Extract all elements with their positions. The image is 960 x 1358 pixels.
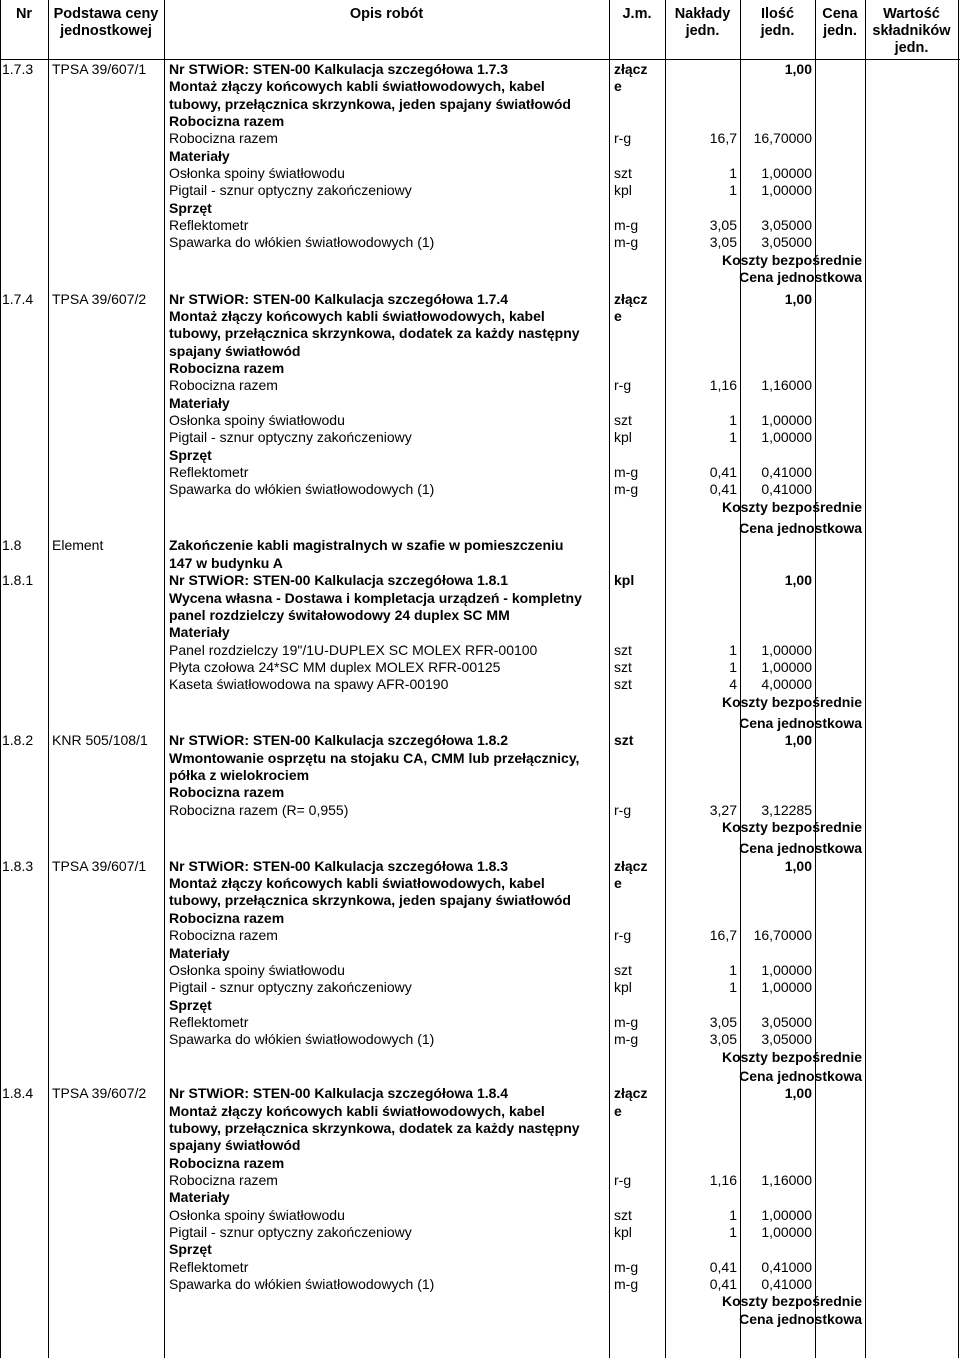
position-number: 1.7.3 bbox=[2, 61, 34, 77]
position-unit-continued: e bbox=[614, 308, 622, 324]
position-number: 1.7.4 bbox=[2, 291, 34, 307]
resource-norm: 1 bbox=[729, 659, 737, 675]
resource-section-heading: Sprzęt bbox=[169, 447, 212, 463]
resource-unit: szt bbox=[614, 1207, 632, 1223]
resource-section-heading: Robocizna razem bbox=[169, 113, 285, 129]
resource-name: Reflektometr bbox=[169, 464, 249, 480]
resource-quantity: 1,00000 bbox=[761, 429, 812, 445]
resource-norm: 0,41 bbox=[709, 1259, 737, 1275]
column-border bbox=[164, 0, 165, 1358]
resource-unit: m-g bbox=[614, 464, 639, 480]
resource-quantity: 0,41000 bbox=[761, 481, 812, 497]
resource-unit: r-g bbox=[614, 1172, 632, 1188]
header-ilosc-line1: Ilość bbox=[760, 6, 795, 22]
resource-name: Płyta czołowa 24*SC MM duplex MOLEX RFR-00125 bbox=[169, 659, 501, 675]
position-title: Nr STWiOR: STEN-00 Kalkulacja szczegółowa 1.8.4 bbox=[169, 1085, 509, 1101]
resource-norm: 1 bbox=[729, 1207, 737, 1223]
position-unit: szt bbox=[614, 732, 634, 748]
resource-quantity: 0,41000 bbox=[761, 1259, 812, 1275]
position-unit: kpl bbox=[614, 572, 635, 588]
header-naklady-line2: jedn. bbox=[685, 23, 720, 39]
resource-unit: szt bbox=[614, 676, 632, 692]
resource-unit: m-g bbox=[614, 481, 639, 497]
position-unit: złącz bbox=[614, 858, 648, 874]
resource-unit: szt bbox=[614, 659, 632, 675]
position-basis: Element bbox=[52, 537, 104, 553]
position-description: Montaż złączy końcowych kabli światłowodowych, kabel bbox=[169, 78, 545, 94]
unit-price-label: Cena jednostkowa bbox=[739, 520, 862, 536]
position-description: Montaż złączy końcowych kabli światłowodowych, kabel bbox=[169, 308, 545, 324]
position-description: Montaż złączy końcowych kabli światłowodowych, kabel bbox=[169, 875, 545, 891]
header-jm: J.m. bbox=[622, 6, 652, 22]
resource-unit: m-g bbox=[614, 1031, 639, 1047]
position-description: panel rozdzielczy świtałowodowy 24 duplex SC MM bbox=[169, 607, 510, 623]
resource-name: Spawarka do włókien światłowodowych (1) bbox=[169, 481, 435, 497]
resource-norm: 3,05 bbox=[709, 1031, 737, 1047]
resource-name: Robocizna razem bbox=[169, 1172, 278, 1188]
resource-section-heading: Materiały bbox=[169, 945, 230, 961]
resource-quantity: 1,00000 bbox=[761, 979, 812, 995]
unit-price-label: Cena jednostkowa bbox=[739, 840, 862, 856]
position-unit: złącz bbox=[614, 61, 648, 77]
resource-unit: kpl bbox=[614, 979, 632, 995]
resource-quantity: 1,16000 bbox=[761, 1172, 812, 1188]
header-cena-line2: jedn. bbox=[823, 23, 857, 39]
position-quantity: 1,00 bbox=[784, 732, 812, 748]
resource-unit: r-g bbox=[614, 802, 632, 818]
position-number: 1.8.2 bbox=[2, 732, 34, 748]
header-nr: Nr bbox=[15, 6, 33, 22]
resource-unit: kpl bbox=[614, 182, 632, 198]
resource-name: Osłonka spoiny światłowodu bbox=[169, 412, 345, 428]
resource-name: Reflektometr bbox=[169, 217, 249, 233]
position-basis: KNR 505/108/1 bbox=[52, 732, 148, 748]
position-description: Montaż złączy końcowych kabli światłowodowych, kabel bbox=[169, 1103, 545, 1119]
resource-name: Panel rozdzielczy 19"/1U-DUPLEX SC MOLEX RFR-00100 bbox=[169, 642, 538, 658]
position-basis: TPSA 39/607/2 bbox=[52, 1085, 147, 1101]
unit-price-label: Cena jednostkowa bbox=[739, 715, 862, 731]
position-quantity: 1,00 bbox=[784, 291, 812, 307]
resource-unit: r-g bbox=[614, 927, 632, 943]
resource-norm: 1 bbox=[729, 165, 737, 181]
header-wartosc-line3: jedn. bbox=[894, 40, 929, 56]
resource-norm: 3,05 bbox=[709, 1014, 737, 1030]
unit-price-label: Cena jednostkowa bbox=[739, 269, 862, 285]
resource-name: Pigtail - sznur optyczny zakończeniowy bbox=[169, 429, 412, 445]
position-unit-continued: e bbox=[614, 1103, 622, 1119]
direct-costs-label: Koszty bezpośrednie bbox=[721, 499, 862, 515]
header-cena-line1: Cena bbox=[822, 6, 858, 22]
position-number: 1.8.3 bbox=[2, 858, 34, 874]
position-quantity: 1,00 bbox=[784, 858, 812, 874]
resource-name: Robocizna razem bbox=[169, 377, 278, 393]
resource-unit: szt bbox=[614, 642, 632, 658]
resource-norm: 1 bbox=[729, 1224, 737, 1240]
resource-norm: 3,27 bbox=[709, 802, 737, 818]
resource-name: Robocizna razem bbox=[169, 130, 278, 146]
position-description: spajany światłowód bbox=[169, 1137, 301, 1153]
resource-section-heading: Materiały bbox=[169, 1189, 230, 1205]
header-rule bbox=[0, 59, 960, 60]
position-description: tubowy, przełącznica skrzynkowa, dodatek za każdy następny bbox=[169, 325, 580, 341]
position-description: tubowy, przełącznica skrzynkowa, jeden spajany światłowód bbox=[169, 892, 571, 908]
position-title: Nr STWiOR: STEN-00 Kalkulacja szczegółowa 1.8.1 bbox=[169, 572, 509, 588]
resource-section-heading: Materiały bbox=[169, 624, 230, 640]
header-wartosc-line2: składników bbox=[872, 23, 951, 39]
position-basis: TPSA 39/607/1 bbox=[52, 858, 147, 874]
resource-name: Reflektometr bbox=[169, 1014, 249, 1030]
header-podstawa-line1: Podstawa ceny bbox=[53, 6, 159, 22]
position-number: 1.8 bbox=[2, 537, 22, 553]
column-border bbox=[48, 0, 49, 1358]
resource-section-heading: Materiały bbox=[169, 395, 230, 411]
position-title: Nr STWiOR: STEN-00 Kalkulacja szczegółowa 1.7.4 bbox=[169, 291, 509, 307]
resource-quantity: 3,05000 bbox=[761, 1031, 812, 1047]
resource-name: Osłonka spoiny światłowodu bbox=[169, 1207, 345, 1223]
resource-section-heading: Robocizna razem bbox=[169, 784, 285, 800]
position-quantity: 1,00 bbox=[784, 61, 812, 77]
resource-quantity: 16,70000 bbox=[753, 927, 812, 943]
header-wartosc-line1: Wartość bbox=[883, 6, 940, 22]
resource-unit: szt bbox=[614, 165, 632, 181]
resource-norm: 1 bbox=[729, 412, 737, 428]
resource-norm: 1 bbox=[729, 962, 737, 978]
position-description: półka z wielokrociem bbox=[169, 767, 310, 783]
resource-norm: 0,41 bbox=[709, 1276, 737, 1292]
resource-norm: 16,7 bbox=[709, 130, 737, 146]
position-unit: złącz bbox=[614, 291, 648, 307]
resource-section-heading: Sprzęt bbox=[169, 997, 212, 1013]
position-description: Wycena własna - Dostawa i kompletacja urządzeń - kompletny bbox=[169, 590, 582, 606]
resource-quantity: 1,00000 bbox=[761, 642, 812, 658]
resource-section-heading: Materiały bbox=[169, 148, 230, 164]
resource-quantity: 1,00000 bbox=[761, 165, 812, 181]
column-border bbox=[865, 0, 866, 1358]
resource-unit: m-g bbox=[614, 1276, 639, 1292]
position-basis: TPSA 39/607/1 bbox=[52, 61, 147, 77]
resource-unit: m-g bbox=[614, 1259, 639, 1275]
resource-name: Pigtail - sznur optyczny zakończeniowy bbox=[169, 979, 412, 995]
position-title: Nr STWiOR: STEN-00 Kalkulacja szczegółowa 1.8.3 bbox=[169, 858, 509, 874]
column-border bbox=[0, 0, 1, 1358]
position-unit-continued: e bbox=[614, 78, 622, 94]
resource-quantity: 1,00000 bbox=[761, 1207, 812, 1223]
direct-costs-label: Koszty bezpośrednie bbox=[721, 1049, 862, 1065]
resource-unit: szt bbox=[614, 412, 632, 428]
column-border bbox=[609, 0, 610, 1358]
column-border bbox=[958, 0, 959, 1358]
resource-name: Robocizna razem (R= 0,955) bbox=[169, 802, 349, 818]
resource-quantity: 1,00000 bbox=[761, 412, 812, 428]
resource-quantity: 1,00000 bbox=[761, 962, 812, 978]
header-podstawa-line2: jednostkowej bbox=[60, 23, 152, 39]
resource-name: Reflektometr bbox=[169, 1259, 249, 1275]
resource-name: Spawarka do włókien światłowodowych (1) bbox=[169, 1276, 435, 1292]
resource-name: Spawarka do włókien światłowodowych (1) bbox=[169, 1031, 435, 1047]
position-number: 1.8.1 bbox=[2, 572, 34, 588]
position-unit-continued: e bbox=[614, 875, 622, 891]
position-number: 1.8.4 bbox=[2, 1085, 34, 1101]
resource-norm: 1,16 bbox=[709, 377, 737, 393]
resource-name: Pigtail - sznur optyczny zakończeniowy bbox=[169, 1224, 412, 1240]
element-title: Zakończenie kabli magistralnych w szafie w pomieszczeniu bbox=[169, 537, 564, 553]
resource-name: Osłonka spoiny światłowodu bbox=[169, 962, 345, 978]
direct-costs-label: Koszty bezpośrednie bbox=[721, 1293, 862, 1309]
resource-unit: kpl bbox=[614, 429, 632, 445]
position-quantity: 1,00 bbox=[784, 1085, 812, 1101]
direct-costs-label: Koszty bezpośrednie bbox=[721, 694, 862, 710]
resource-norm: 1 bbox=[729, 979, 737, 995]
resource-norm: 1 bbox=[729, 429, 737, 445]
header-opis: Opis robót bbox=[349, 6, 424, 22]
resource-name: Spawarka do włókien światłowodowych (1) bbox=[169, 234, 435, 250]
resource-unit: m-g bbox=[614, 217, 639, 233]
resource-section-heading: Robocizna razem bbox=[169, 1155, 285, 1171]
unit-price-label: Cena jednostkowa bbox=[739, 1311, 862, 1327]
header-naklady-line1: Nakłady bbox=[674, 6, 731, 22]
resource-quantity: 3,05000 bbox=[761, 234, 812, 250]
resource-norm: 0,41 bbox=[709, 481, 737, 497]
resource-unit: m-g bbox=[614, 1014, 639, 1030]
position-title: Nr STWiOR: STEN-00 Kalkulacja szczegółowa 1.8.2 bbox=[169, 732, 509, 748]
resource-norm: 3,05 bbox=[709, 217, 737, 233]
resource-section-heading: Sprzęt bbox=[169, 1241, 212, 1257]
resource-unit: r-g bbox=[614, 377, 632, 393]
resource-norm: 1 bbox=[729, 182, 737, 198]
position-description: Wmontowanie osprzętu na stojaku CA, CMM lub przełącznicy, bbox=[169, 750, 580, 766]
resource-name: Kaseta światłowodowa na spawy AFR-00190 bbox=[169, 676, 449, 692]
position-quantity: 1,00 bbox=[784, 572, 812, 588]
resource-unit: r-g bbox=[614, 130, 632, 146]
position-basis: TPSA 39/607/2 bbox=[52, 291, 147, 307]
resource-norm: 1,16 bbox=[709, 1172, 737, 1188]
position-description: tubowy, przełącznica skrzynkowa, dodatek za każdy następny bbox=[169, 1120, 580, 1136]
resource-name: Pigtail - sznur optyczny zakończeniowy bbox=[169, 182, 412, 198]
resource-quantity: 16,70000 bbox=[753, 130, 812, 146]
resource-norm: 4 bbox=[729, 676, 737, 692]
resource-quantity: 1,16000 bbox=[761, 377, 812, 393]
resource-name: Osłonka spoiny światłowodu bbox=[169, 165, 345, 181]
resource-unit: kpl bbox=[614, 1224, 632, 1240]
position-unit: złącz bbox=[614, 1085, 648, 1101]
column-border bbox=[815, 0, 816, 1358]
resource-norm: 3,05 bbox=[709, 234, 737, 250]
unit-price-label: Cena jednostkowa bbox=[739, 1068, 862, 1084]
resource-quantity: 1,00000 bbox=[761, 182, 812, 198]
header-ilosc-line2: jedn. bbox=[760, 23, 795, 39]
resource-quantity: 3,05000 bbox=[761, 1014, 812, 1030]
resource-quantity: 1,00000 bbox=[761, 1224, 812, 1240]
resource-norm: 1 bbox=[729, 642, 737, 658]
resource-quantity: 0,41000 bbox=[761, 1276, 812, 1292]
resource-norm: 0,41 bbox=[709, 464, 737, 480]
resource-quantity: 3,12285 bbox=[761, 802, 812, 818]
resource-unit: m-g bbox=[614, 234, 639, 250]
resource-unit: szt bbox=[614, 962, 632, 978]
resource-section-heading: Robocizna razem bbox=[169, 360, 285, 376]
resource-quantity: 0,41000 bbox=[761, 464, 812, 480]
resource-quantity: 4,00000 bbox=[761, 676, 812, 692]
direct-costs-label: Koszty bezpośrednie bbox=[721, 819, 862, 835]
position-description: spajany światłowód bbox=[169, 343, 301, 359]
resource-section-heading: Sprzęt bbox=[169, 200, 212, 216]
resource-norm: 16,7 bbox=[709, 927, 737, 943]
resource-quantity: 3,05000 bbox=[761, 217, 812, 233]
position-title: Nr STWiOR: STEN-00 Kalkulacja szczegółowa 1.7.3 bbox=[169, 61, 509, 77]
direct-costs-label: Koszty bezpośrednie bbox=[721, 252, 862, 268]
resource-quantity: 1,00000 bbox=[761, 659, 812, 675]
resource-section-heading: Robocizna razem bbox=[169, 910, 285, 926]
resource-name: Robocizna razem bbox=[169, 927, 278, 943]
position-description: 147 w budynku A bbox=[169, 555, 283, 571]
position-description: tubowy, przełącznica skrzynkowa, jeden spajany światłowód bbox=[169, 96, 571, 112]
